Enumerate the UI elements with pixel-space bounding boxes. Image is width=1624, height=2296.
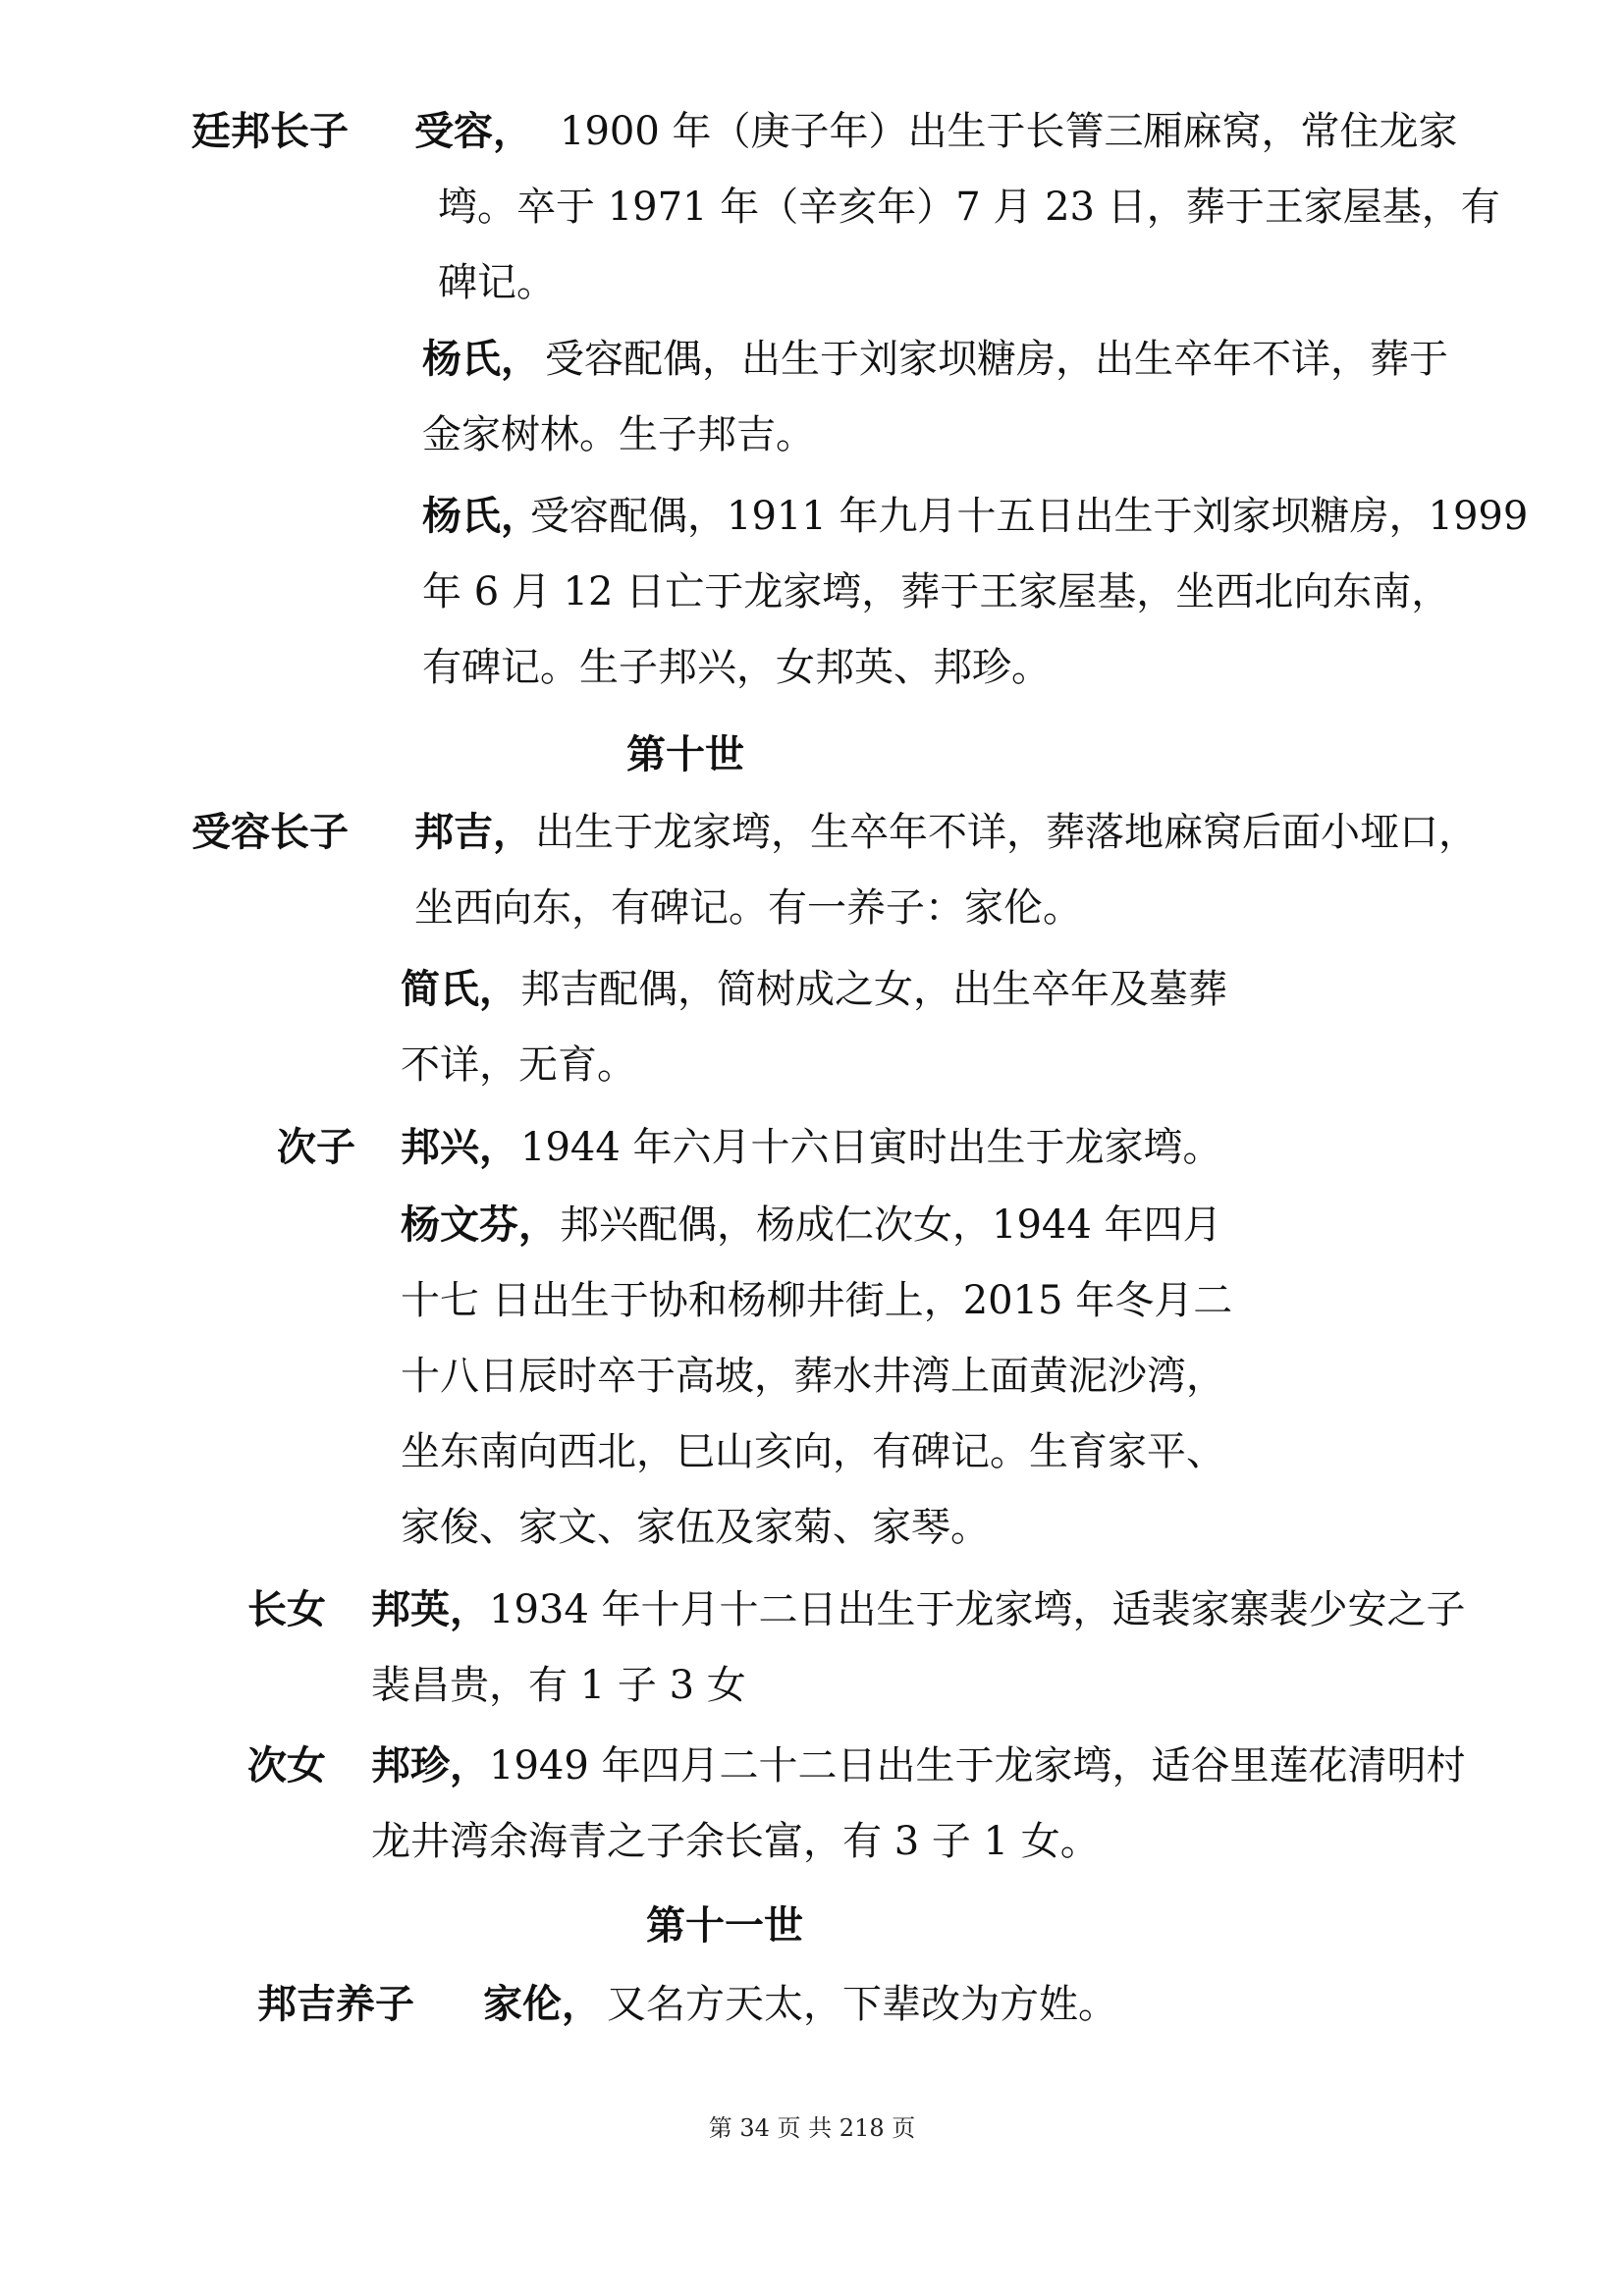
entry-text: 裴昌贵，有 1 子 3 女: [371, 1663, 746, 1708]
entry-text: 金家树林。生子邦吉。: [422, 412, 815, 457]
person-name: 简氏，: [401, 966, 518, 1012]
entry-text: 出生于龙家塆，生卒年不详，葬落地麻窝后面小垭口，: [535, 810, 1478, 855]
entry-text: 1900 年（庚子年）出生于长箐三厢麻窝，常住龙家: [560, 109, 1458, 154]
person-name: 杨氏，: [422, 493, 540, 539]
relation-label: 受容长子: [191, 809, 349, 855]
relation-label: 长女: [247, 1586, 326, 1632]
entry-text: 塆。卒于 1971 年（辛亥年）7 月 23 日，葬于王家屋基，有: [438, 185, 1500, 230]
person-name: 邦英，: [371, 1586, 489, 1632]
entry-text: 1944 年六月十六日寅时出生于龙家塆。: [520, 1125, 1222, 1170]
entry-text: 家俊、家文、家伍及家菊、家琴。: [401, 1505, 990, 1550]
person-name: 邦兴，: [401, 1124, 518, 1170]
entry-text: 不详，无育。: [401, 1042, 636, 1088]
relation-label: 邦吉养子: [257, 1981, 414, 2027]
entry-text: 受容配偶，1911 年九月十五日出生于刘家坝糖房，1999: [530, 494, 1529, 539]
entry-text: 十八日辰时卒于高坡，葬水井湾上面黄泥沙湾，: [401, 1354, 1225, 1399]
entry-text: 1949 年四月二十二日出生于龙家塆，适谷里莲花清明村: [489, 1743, 1466, 1789]
person-name: 家伦，: [483, 1981, 601, 2027]
entry-text: 坐东南向西北，巳山亥向，有碑记。生育家平、: [401, 1429, 1225, 1474]
page-footer: 第 34 页 共 218 页: [708, 2114, 916, 2142]
person-name: 杨文芬，: [401, 1201, 558, 1248]
generation-heading: 第十世: [626, 731, 744, 777]
entry-text: 1934 年十月十二日出生于龙家塆，适裴家寨裴少安之子: [489, 1587, 1466, 1632]
entry-text: 邦吉配偶，简树成之女，出生卒年及墓葬: [520, 967, 1227, 1012]
entry-text: 有碑记。生子邦兴，女邦英、邦珍。: [422, 645, 1051, 690]
entry-text: 龙井湾余海青之子余长富，有 3 子 1 女。: [371, 1819, 1100, 1864]
generation-heading: 第十一世: [646, 1902, 803, 1949]
entry-text: 碑记。: [438, 260, 556, 305]
entry-text: 邦兴配偶，杨成仁次女，1944 年四月: [560, 1202, 1222, 1248]
person-name: 邦珍，: [371, 1742, 489, 1789]
entry-text: 坐西向东，有碑记。有一养子：家伦。: [414, 885, 1082, 931]
entry-text: 又名方天太，下辈改为方姓。: [607, 1982, 1117, 2027]
entry-text: 受容配偶，出生于刘家坝糖房，出生卒年不详，葬于: [545, 337, 1448, 382]
person-name: 杨氏，: [422, 336, 540, 382]
relation-label: 次女: [247, 1742, 326, 1789]
relation-label: 次子: [277, 1124, 355, 1170]
entry-text: 年 6 月 12 日亡于龙家塆，葬于王家屋基，坐西北向东南，: [422, 569, 1451, 614]
entry-text: 十七 日出生于协和杨柳井街上，2015 年冬月二: [401, 1278, 1233, 1323]
person-name: 受容，: [414, 108, 532, 154]
relation-label: 廷邦长子: [191, 108, 349, 154]
person-name: 邦吉，: [414, 809, 532, 855]
